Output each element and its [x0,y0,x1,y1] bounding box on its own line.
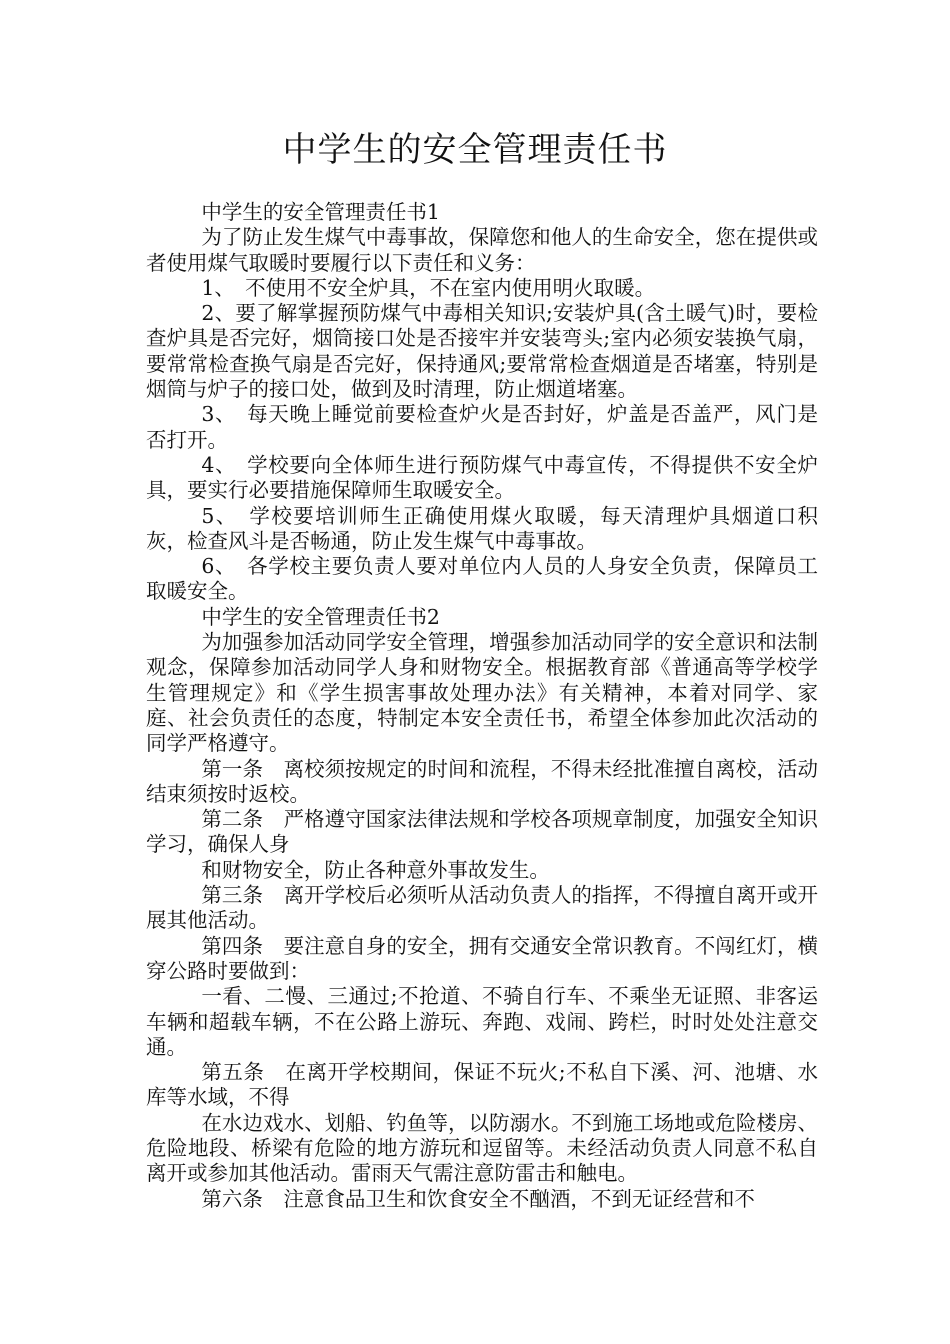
paragraph: 和财物安全，防止各种意外事故发生。 [201,857,550,882]
paragraph: 在水边戏水、划船、钓鱼等，以防溺水。不到施工场地或危险楼房、危险地段、桥梁有危险的地方游玩和逗留等。未经活动负责人同意不私自离开或参加其他活动。雷雨天气需注意防雷击和触电。 [146,1110,818,1186]
list-item: 3、 每天晚上睡觉前要检查炉火是否封好，炉盖是否盖严，风门是否打开。 [146,402,818,452]
section-heading-1: 中学生的安全管理责任书1 [201,200,440,224]
paragraph: 为加强参加活动同学安全管理，增强参加活动同学的安全意识和法制观念，保障参加活动同学人身和财物安全。根据教育部《普通高等学校学生管理规定》和《学生损害事故处理办法》有关精神，本着对同学、家庭、社会负责任的态度，特制定本安全责任书，希望全体参加此次活动的同学严格遵守。 [146,630,818,756]
article-3: 第三条 离开学校后必须听从活动负责人的指挥，不得擅自离开或开展其他活动。 [146,883,818,933]
document-body [146,200,818,1212]
article-2: 第二条 严格遵守国家法律法规和学校各项规章制度，加强安全知识学习，确保人身 [146,807,818,857]
document-title: 中学生的安全管理责任书 [282,130,668,170]
article-6: 第六条 注意食品卫生和饮食安全不酗酒，不到无证经营和不 [201,1186,755,1211]
list-item: 6、 各学校主要负责人要对单位内人员的人身安全负责，保障员工取暖安全。 [146,554,818,604]
section-heading-2: 中学生的安全管理责任书2 [201,604,440,629]
list-item: 1、 不使用不安全炉具，不在室内使用明火取暖。 [201,275,656,300]
list-item: 4、 学校要向全体师生进行预防煤气中毒宣传，不得提供不安全炉具，要实行必要措施保障师生取暖安全。 [146,452,818,503]
article-4: 第四条 要注意自身的安全，拥有交通安全常识教育。不闯红灯，横穿公路时要做到： [146,933,818,983]
list-item: 5、 学校要培训师生正确使用煤火取暖，每天清理炉具烟道口积灰，检查风斗是否畅通，防止发生煤气中毒事故。 [146,503,818,553]
article-1: 第一条 离校须按规定的时间和流程，不得未经批准擅自离校，活动结束须按时返校。 [146,756,818,806]
paragraph: 一看、二慢、三通过;不抢道、不骑自行车、不乘坐无证照、非客运车辆和超载车辆，不在公路上游玩、奔跑、戏闹、跨栏，时时处处注意交通。 [146,984,818,1059]
list-item: 2、要了解掌握预防煤气中毒相关知识;安装炉具(含土暖气)时，要检查炉具是否完好，烟筒接口处是否接牢并安装弯头;室内必须安装换气扇，要常常检查换气扇是否完好，保持通风;要常常检查烟道是否堵塞，特别是烟筒与炉子的接口处，做到及时清理，防止烟道堵塞。 [146,301,818,402]
paragraph: 为了防止发生煤气中毒事故，保障您和他人的生命安全，您在提供或者使用煤气取暖时要履行以下责任和义务： [146,225,818,275]
article-5: 第五条 在离开学校期间，保证不玩火;不私自下溪、河、池塘、水库等水域，不得 [146,1060,818,1110]
